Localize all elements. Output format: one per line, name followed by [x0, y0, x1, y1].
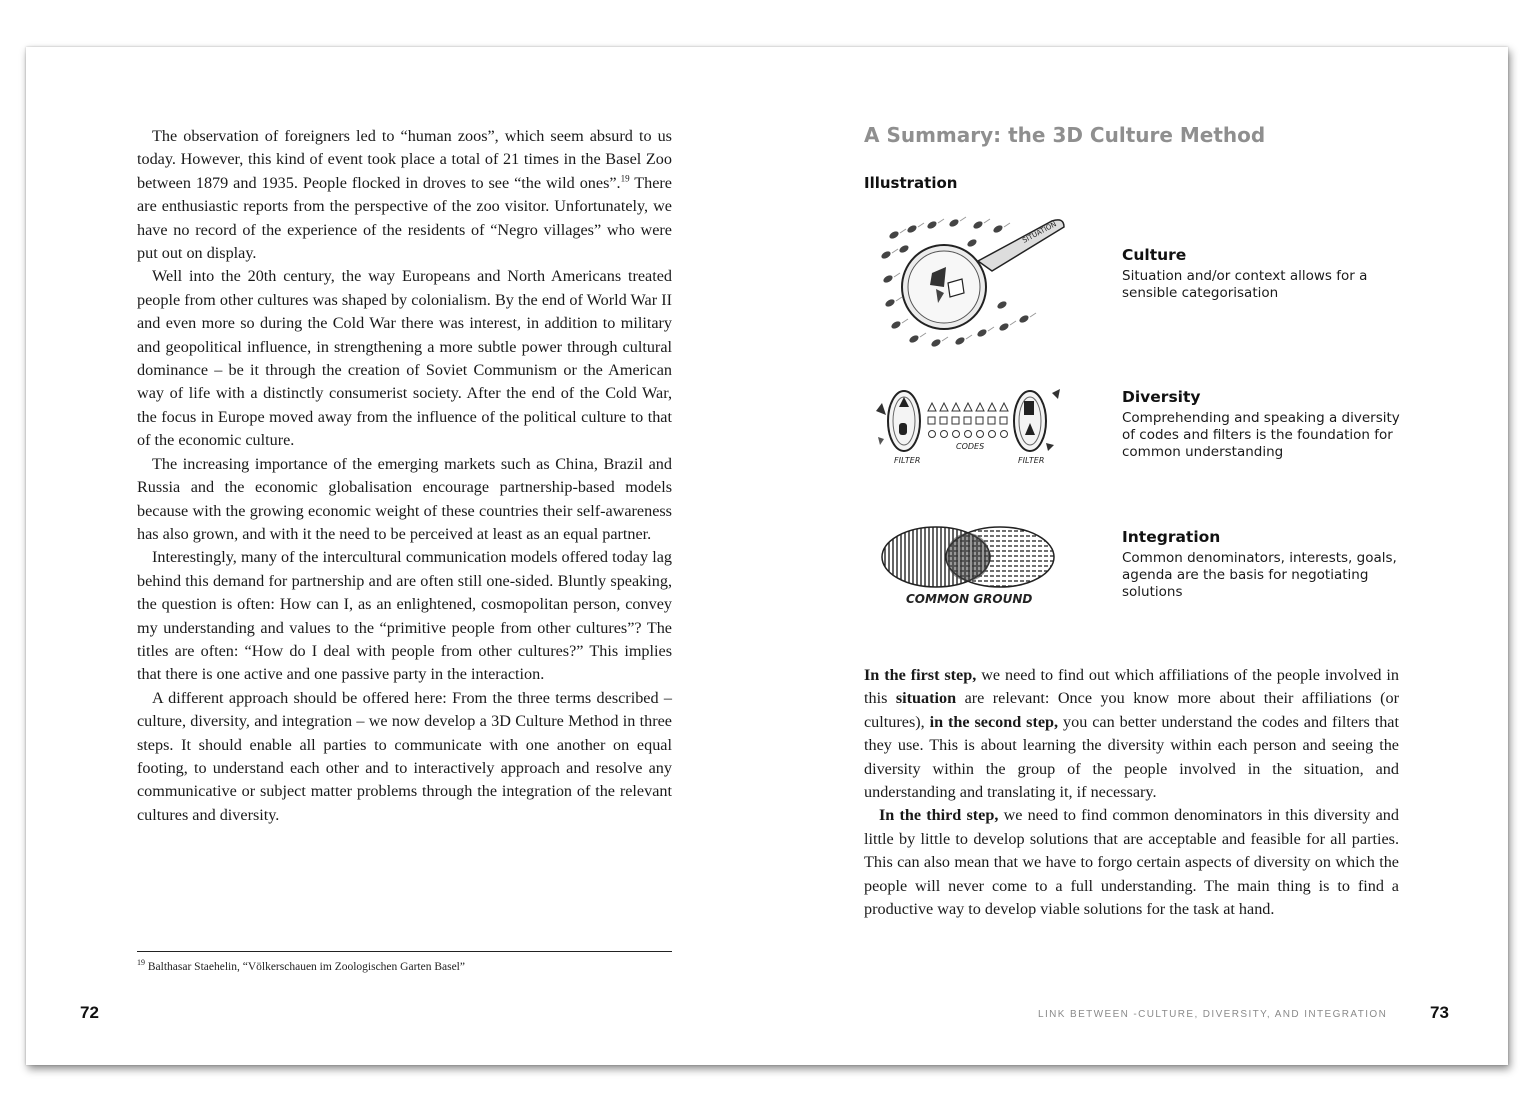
- paragraph-text: we need to find out which affiliations of the people involved in this: [864, 666, 1399, 708]
- concept-integration: [1122, 527, 1412, 601]
- concept-title: Culture: [1122, 246, 1187, 264]
- page-number-right: 73: [1430, 1003, 1449, 1022]
- page-number-left: 72: [80, 1003, 99, 1022]
- book-spread: [26, 47, 1508, 1065]
- filter-label-left: FILTER: [894, 456, 921, 465]
- paragraph: [137, 125, 672, 265]
- concept-description: Situation and/or context allows for a sensible categorisation: [1122, 268, 1368, 301]
- footnote-divider: [137, 951, 672, 952]
- paragraph-text: are relevant: Once you know more about their affiliations (or cultures),: [864, 689, 1399, 731]
- footnote-text: Balthasar Staehelin, “Völkerschauen im Zoologischen Garten Basel”: [145, 960, 465, 973]
- paragraph-text: you can better understand the codes and filters that they use. This is about learning the diversity within each person and seeing the diversity within the group of the people involved in the situation, and understanding and translating it, if necessary.: [864, 712, 1399, 802]
- concept-title: Integration: [1122, 528, 1221, 546]
- section-heading: A Summary: the 3D Culture Method: [864, 123, 1266, 147]
- bold-text: In the third step,: [879, 806, 999, 825]
- footnote: [137, 956, 672, 974]
- footnote-number: 19: [137, 958, 145, 967]
- concept-title: Diversity: [1122, 388, 1201, 406]
- paragraph: [864, 664, 1399, 804]
- filters-codes-illustration: [866, 373, 1076, 473]
- paragraph: Well into the 20th century, the way Europeans and North Americans treated people from other cultures was shaped by colonialism. By the end of World War II and even more so during the Cold War there was interest, in addition to military and geopolitical influence, in strengthening a more subtle power through cultural dominance – be it through the creation of Soviet Communism or the American way of life with a distinctly consumerist society. After the end of the Cold War, the focus in Europe moved away from the influence of the political culture to that of the economic culture.: [137, 267, 672, 450]
- bold-text: In the first step,: [864, 666, 977, 684]
- common-ground-illustration: [876, 519, 1066, 611]
- filter-label-right: FILTER: [1018, 456, 1045, 465]
- right-page-text: [864, 664, 1399, 921]
- left-page-text: [137, 125, 672, 827]
- bold-text: situation: [895, 689, 957, 708]
- paragraph-text: The observation of foreigners led to “human zoos”, which seem absurd to us today. However, this kind of event took place a total of 21 times in the Basel Zoo between 1879 and 1935. People flocked in droves to see “the wild ones”.: [137, 127, 672, 192]
- magnifier-illustration: [874, 209, 1074, 354]
- common-ground-label: COMMON GROUND: [906, 592, 1033, 606]
- paragraph: [864, 804, 1399, 921]
- paragraph: The increasing importance of the emerging markets such as China, Brazil and Russia and the economic globalisation encourage partnership-based models because with the growing economic weight of these countries their self-awareness has also grown, and with it the need to be perceived at least as an equal partner.: [137, 454, 672, 543]
- paragraph-text: we need to find common denominators in this diversity and little by little to develop solutions that are acceptable and feasible for all parties. This can also mean that we have to forgo certain aspects of diversity on which the people will never come to a full understanding. The main thing is to find a productive way to develop viable solutions for the task at hand.: [864, 806, 1399, 919]
- paragraph-text: There are enthusiastic reports from the perspective of the zoo visitor. Unfortunately, we have no record of the experience of the residents of “Negro villages” who were put out on display.: [137, 173, 672, 263]
- illustration-subheading: Illustration: [864, 174, 958, 192]
- running-head: LINK BETWEEN -CULTURE, DIVERSITY, AND INTEGRATION: [1038, 1009, 1388, 1020]
- codes-label: CODES: [956, 442, 985, 451]
- paragraph: Interestingly, many of the intercultural communication models offered today lag behind this demand for partnership and are often still one-sided. Bluntly speaking, the question is often: How can I, as an enlightened, cosmopolitan person, convey my understanding and values to the “primitive people from other cultures”? The titles are often: “How do I deal with people from other cultures?” This implies that there is one active and one passive party in the interaction.: [137, 548, 672, 684]
- concept-diversity: [1122, 387, 1412, 461]
- concept-description: Comprehending and speaking a diversity of codes and filters is the foundation for common understanding: [1122, 410, 1400, 460]
- bold-text: in the second step,: [929, 712, 1059, 731]
- paragraph: A different approach should be offered here: From the three terms described – culture, diversity, and integration – we now develop a 3D Culture Method in three steps. It should enable all parties to communicate with one another on equal footing, to understand each other and to interactively approach and resolve any communicative or subject matter problems through the integration of the relevant cultures and diversity.: [137, 688, 672, 824]
- footnote-ref[interactable]: 19: [620, 173, 630, 184]
- magnifier-label: SITUATION: [1021, 220, 1058, 245]
- concept-culture: [1122, 245, 1412, 302]
- concept-description: Common denominators, interests, goals, agenda are the basis for negotiating solutions: [1122, 550, 1397, 600]
